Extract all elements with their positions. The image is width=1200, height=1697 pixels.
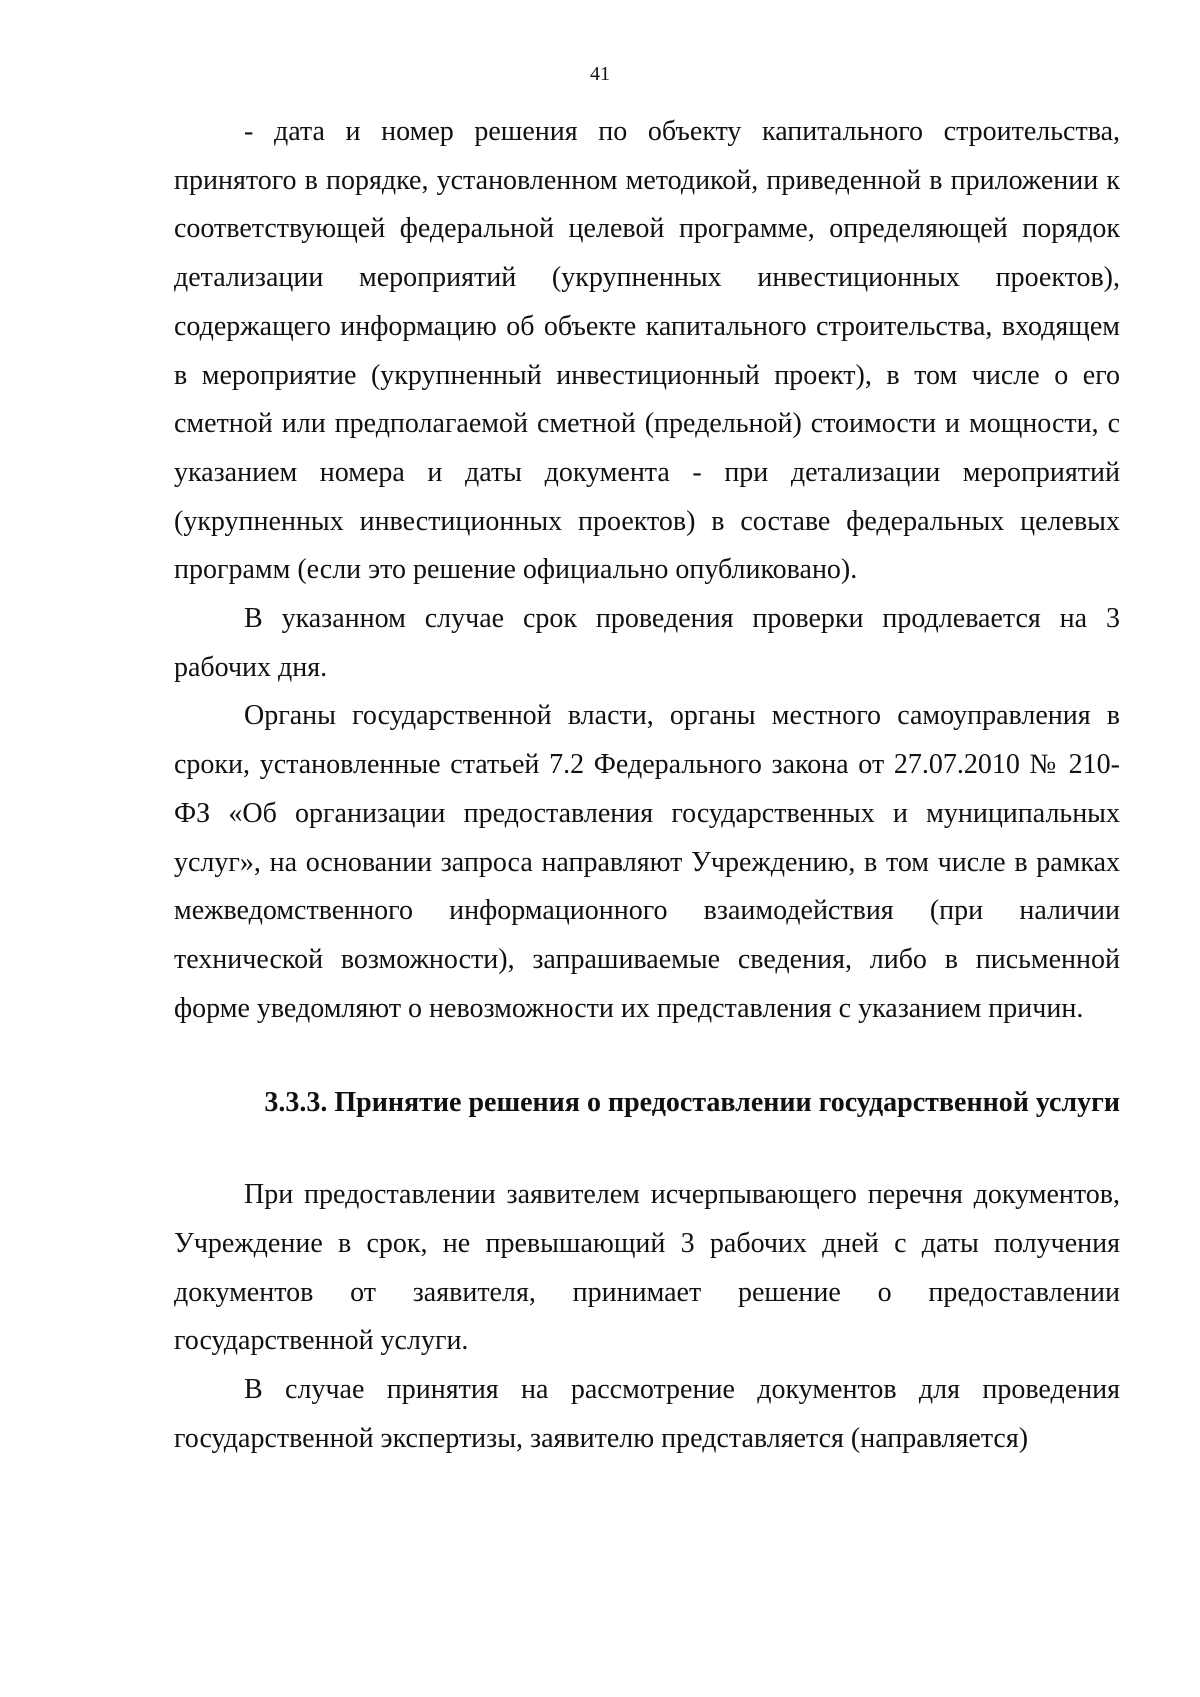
paragraph-decision-term: При предоставлении заявителем исчерпывающего перечня документов, Учреждение в срок, не превышающий 3 рабочих дней с даты получения документов от заявителя, принимает решение о предоставлении государственной услуги. [174, 1179, 1120, 1357]
page-number: 41 [590, 63, 610, 85]
section-heading: 3.3.3. Принятие решения о предоставлении государственной услуги [264, 1087, 1120, 1119]
page-content [174, 108, 1120, 1464]
paragraph-decision-date-number: - дата и номер решения по объекту капитального строительства, принятого в порядке, установленном методикой, приведенной в приложении к соответствующей федеральной целевой программе, определяющей порядок детализации мероприятий (укрупненных инвестиционных проектов), содержащего информацию об объекте капитального строительства, входящем в мероприятие (укрупненный инвестиционный проект), в том числе о его сметной или предполагаемой сметной (предельной) стоимости и мощности, с указанием номера и даты документа - при детализации мероприятий (укрупненных инвестиционных проектов) в составе федеральных целевых программ (если это решение официально опубликовано). [174, 116, 1120, 586]
paragraph-check-extension: В указанном случае срок проведения проверки продлевается на 3 рабочих дня. [174, 603, 1120, 683]
paragraph-authorities-response: Органы государственной власти, органы местного самоуправления в сроки, установленные статьей 7.2 Федерального закона от 27.07.2010 № 210-ФЗ «Об организации предоставления государственных и муниципальных услуг», на основании запроса направляют Учреждению, в том числе в рамках межведомственного информационного взаимодействия (при наличии технической возможности), запрашиваемые сведения, либо в письменной форме уведомляют о невозможности их представления с указанием причин. [174, 700, 1120, 1024]
paragraph-expertise-acceptance: В случае принятия на рассмотрение документов для проведения государственной экспертизы, заявителю представляется (направляется) [174, 1374, 1120, 1454]
